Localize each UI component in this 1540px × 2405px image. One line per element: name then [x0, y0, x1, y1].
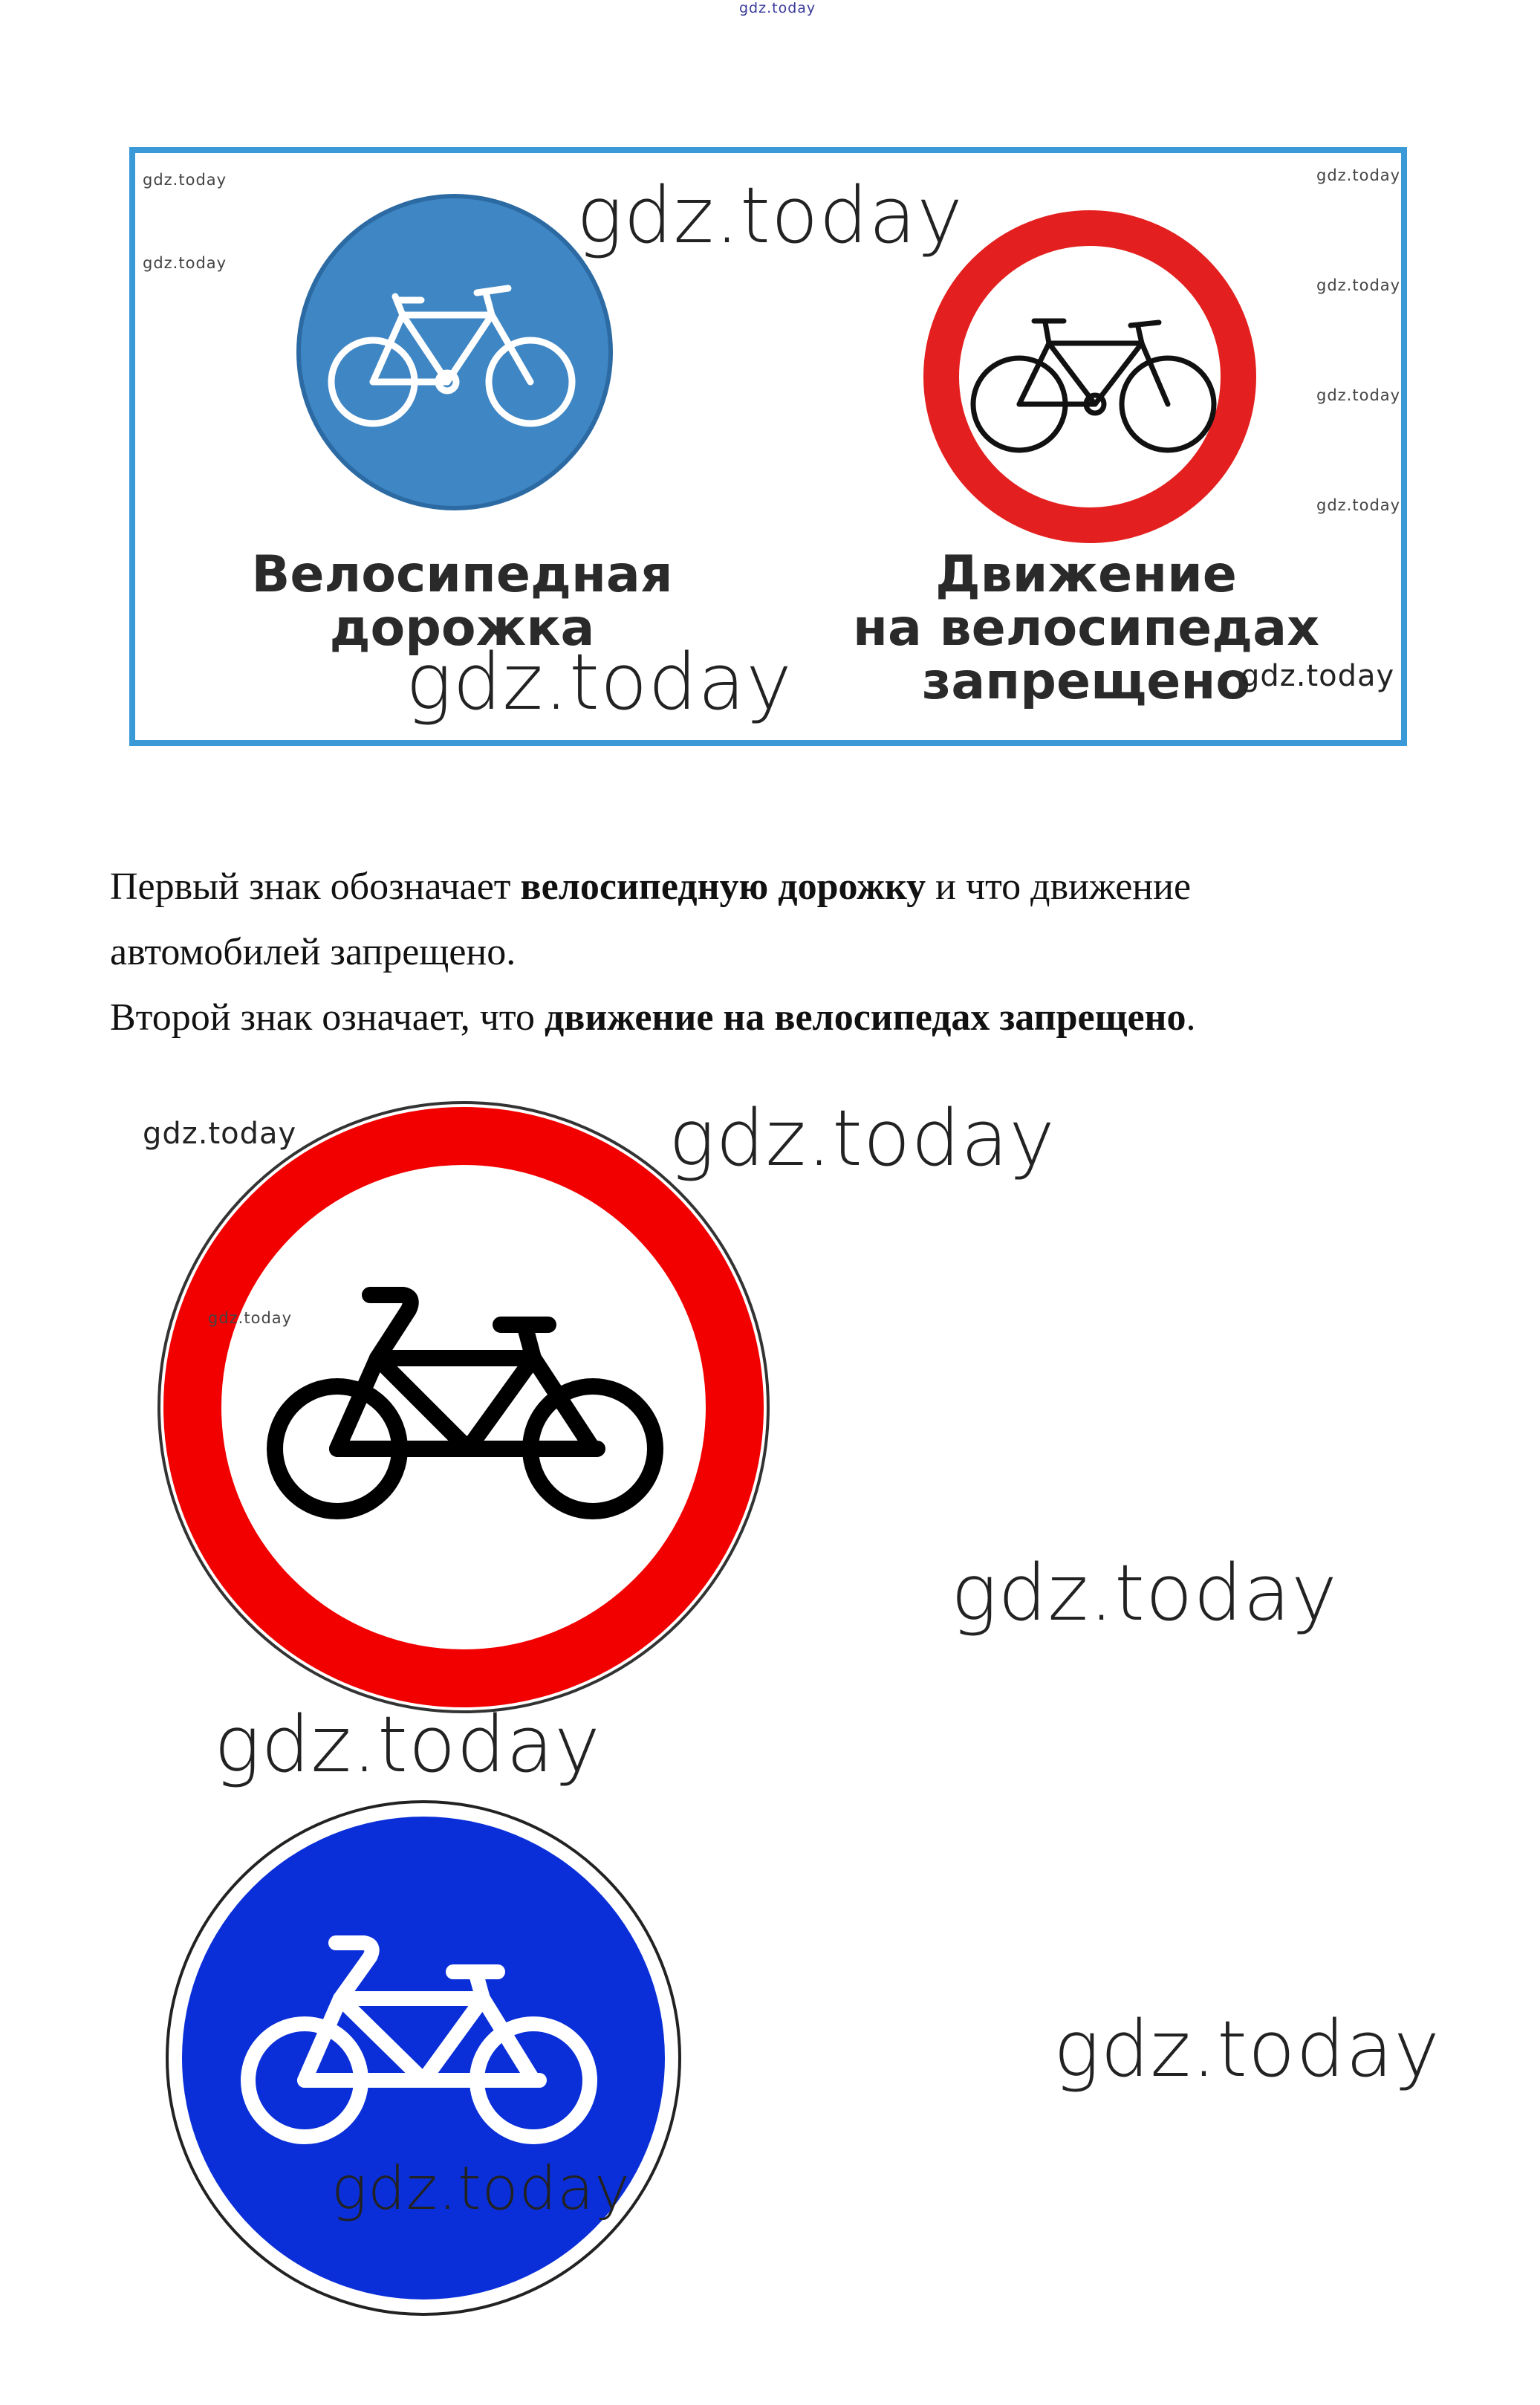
watermark: gdz.today: [669, 1093, 1056, 1184]
watermark: gdz.today: [143, 1117, 297, 1151]
no-bicycles-sign-large: [155, 1098, 773, 1716]
watermark: gdz.today: [331, 2154, 631, 2223]
watermark: gdz.today: [208, 1309, 293, 1327]
no-bicycles-sign-small: [923, 210, 1257, 544]
explanation-line-3: Второй знак означает, что движение на велосипедах запрещено.: [110, 996, 1196, 1039]
watermark: gdz.today: [1316, 496, 1401, 514]
explanation-line-2: автомобилей запрещено.: [110, 931, 516, 973]
no-bicycles-caption: Движение на велосипедах запрещено: [853, 545, 1319, 711]
watermark: gdz.today: [1241, 659, 1395, 693]
watermark: gdz.today: [1316, 166, 1401, 184]
watermark: gdz.today: [1316, 386, 1401, 404]
watermark: gdz.today: [143, 171, 227, 189]
watermark: gdz.today: [1316, 276, 1401, 294]
watermark: gdz.today: [143, 254, 227, 272]
header-watermark: gdz.today: [739, 0, 816, 16]
watermark: gdz.today: [214, 1699, 601, 1790]
watermark: gdz.today: [1053, 2004, 1440, 2094]
explanation-line-1: Первый знак обозначает велосипедную дорожку и что движение: [110, 866, 1192, 908]
bicycle-path-sign-small: [291, 189, 618, 516]
watermark: gdz.today: [951, 1548, 1338, 1638]
watermark: gdz.today: [576, 170, 964, 261]
explanation-text: [110, 854, 1432, 1051]
bicycle-path-caption: Велосипедная дорожка: [251, 545, 673, 658]
watermark: gdz.today: [406, 637, 793, 727]
bicycle-path-sign-large: [163, 1798, 683, 2318]
